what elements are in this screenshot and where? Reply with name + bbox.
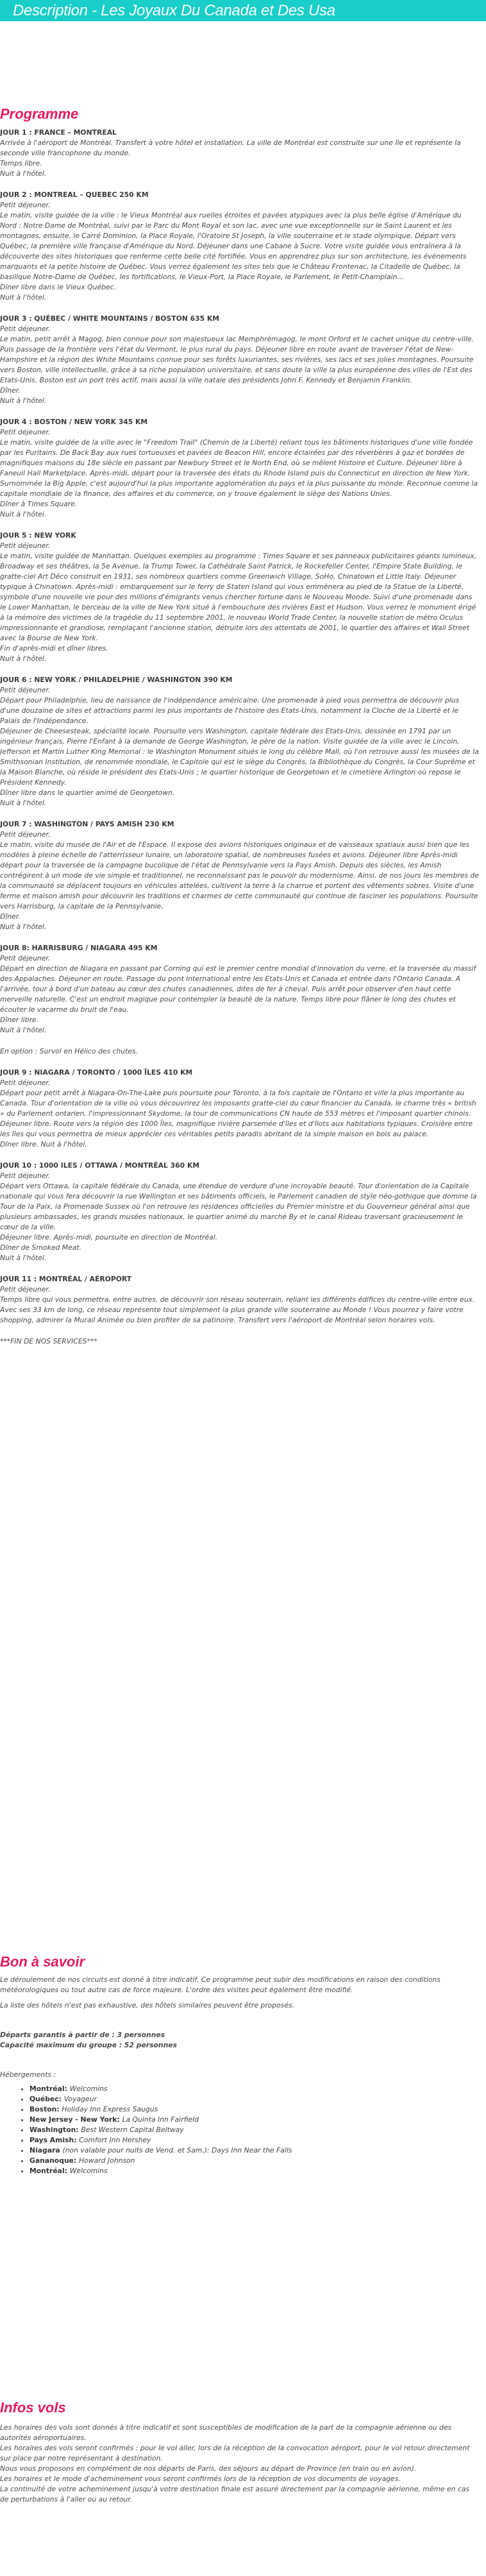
day-line: Nuit à l'hôtel. — [0, 654, 47, 663]
day-block — [0, 531, 480, 664]
day-title: JOUR 10 : 1000 ILES / OTTAWA / MONTRÉAL 360 KM — [0, 1161, 200, 1170]
day-title: JOUR 9 : NIAGARA / TORONTO / 1000 ÎLES 410 KM — [0, 1068, 193, 1077]
day-description — [0, 1046, 480, 1057]
hotel-city: Pays Amish: — [29, 2136, 80, 2144]
day-title: JOUR 6 : NEW YORK / PHILADELPHIE / WASHINGTON 390 KM — [0, 676, 233, 684]
day-block — [0, 943, 480, 1036]
day-line: Temps libre. — [0, 159, 42, 167]
day-block — [0, 819, 480, 932]
day-block — [0, 1274, 480, 1326]
day-title: JOUR 7 : WASHINGTON / PAYS AMISH 230 KM — [0, 820, 174, 828]
day-line: Le matin, visite guidée de la ville avec le "Freedom Trail" (Chemin de la Liberté) reliant tous les bâtiments historiques d'une ville fondée par les Puritains. De Back Bay aux rues tortueuses et pavées de Beacon Hill, encore éclairées par des réverbères à gaz et bordées de magnifiques maisons du 18e siècle en passant par Newbury Street et le North End, où se mêlent Histoire et Culture. Déjeuner libre à Faneuil Hall Marketplace. Après-midi, départ pour la traversée des états du Rhode Island puis du Connecticut en direction de New York. Surnommée la Big Apple, c'est aujourd'hui la plus importante agglomération du pays et la plus puissante du monde. Reconnue comme la capitale mondiale de la finance, des affaires et du commerce, on y trouve également le siège des Nations Unies. — [0, 438, 478, 498]
day-title: JOUR 4 : BOSTON / NEW YORK 345 KM — [0, 418, 148, 426]
day-line: Départ vers Ottawa, la capitale fédérale du Canada, une étendue de verdure d'une incroyable beauté. Tour d'orientation de la Capitale nationale qui vous fera découvrir la rue Wellington et ses bâtiments officiels, le Parlement canadien de style néo-gothique que domine la Tour de la Paix, la Promenade Sussex où l'on retrouve les résidences officielles du Premier ministre et du Gouverneur général ainsi que plusieurs ambassades, les grands musées nationaux, le quartier animé du marché By et le canal Rideau traversant gracieusement le cœur de la ville. — [0, 1182, 477, 1231]
day-description — [0, 1336, 480, 1347]
flight-info-line: Les horaires des vols sont donnés à titre indicatif et sont susceptibles de modification de la part de la compagnie aérienne ou des autorités aéroportuaires. — [0, 2423, 452, 2442]
day-description — [0, 541, 480, 664]
day-line: Le matin, visite guidée de la ville : le Vieux Montréal aux ruelles étroites et pavées atypiques avec la plus belle église d'Amérique du Nord : Notre Dame de Montréal, suivi par le Parc du Mont Royal et son lac, avec une vue exceptionnelle sur le Saint Laurent et les montagnes, ensuite, le Carré Dominion, la Place Royale, l'Oratoire St Joseph, la ville souterraine et le stade olympique. Départ vers Québec, la première ville française d'Amérique du Nord. Déjeuner dans une Cabane à Sucre. Votre visite guidée vous entraînera à la découverte des sites historiques que renferme cette belle cité fortifiée. Vous en apprendrez plus sur son architecture, les événements marquants et la petite histoire de Québec. Vous verrez également les sites tels que le Château Frontenac, la Citadelle de Québec, la basilique Notre-Dame de Québec, les fortifications, le Vieux-Port, la Place Royale, le Parlement, le Petit-Champlain… — [0, 211, 467, 281]
day-line: Dîner. — [0, 912, 21, 921]
day-title: JOUR 3 : QUÉBEC / WHITE MOUNTAINS / BOSTON 635 KM — [0, 314, 219, 323]
infos-vols-heading: Infos vols — [0, 2400, 66, 2416]
day-description — [0, 830, 480, 932]
day-description — [0, 427, 480, 520]
day-description — [0, 200, 480, 303]
day-line: Départ en direction de Niagara en passant par Corning qui est le premier centre mondial d'innovation du verre, et la traversée du massif des Appalaches. Déjeuner en route. Passage du pont international entre les Etats-Unis et Canada et entrée dans l'Ontario Canada. A l'arrivée, tour à bord d'un bateau au cœur des chutes canadiennes, dites de fer à cheval. Puis arrêt pour observer d'en haut cette merveille naturelle. C'est un endroit magique pour contempler la beauté de la nature. Temps libre pour flâner le long des chutes et écouter le vacarme du bruit de l'eau. — [0, 964, 476, 1014]
group-capacity: Capacité maximum du groupe : 52 personnes — [0, 2041, 178, 2049]
day-description — [0, 685, 480, 808]
hotel-name: Welcomins — [69, 2085, 108, 2093]
accommodation-label: Hébergements : — [0, 2070, 56, 2079]
day-line: Le matin, visite du musée de l'Air et de l'Espace. Il expose des avions historiques originaux et de vaisseaux spatiaux aussi bien que les modèles à pleine échelle de l'atterrisseur lunaire, un laboratoire spatial, de nombreuses fusées et avions. Déjeuner libre Après-midi départ pour la traversée de la campagne bucolique de l'état de Pennsylvanie vers la Pays Amish. Depuis des siècles, les Amish contrégirent à un mode de vie simple et traditionnel, ne reconnaissant pas le pouvoir du modernisme. Ainsi, de nos jours les membres de la communauté se déplacent toujours en véhicules attelées, cultivent la terre à la charrue et portent des vêtements sobres. Visite d'une ferme et maison amish pour découvrir les traditions et charmes de cette communauté qui continue de fasciner les populations. Poursuite vers Harrisburg, la capitale de la Pennsylvanie. — [0, 840, 479, 910]
day-line: Petit déjeuner. — [0, 325, 51, 333]
hotel-name: Welcomins — [69, 2167, 108, 2175]
day-line: Départ pour Philadelphie, lieu de naissance de l'indépendance américaine. Une promenade à pied vous permettra de découvrir plus d'une douzaine de sites et attractions parmi les plus importants de l'histoire des Etats-Unis, notamment la Cloche de la Liberté et le Palais de l'Indépendance. — [0, 696, 460, 725]
day-line: Dîner à Times Square. — [0, 500, 78, 508]
hotel-name: (non valable pour nuits de Vend. et Sam.): Days Inn Near the Falls — [62, 2146, 292, 2154]
hotel-city: Montréal: — [29, 2167, 70, 2175]
day-title: JOUR 8: HARRISBURG / NIAGARA 495 KM — [0, 944, 158, 952]
day-line: Le matin, visite guidée de Manhattan. Quelques exemples au programme : Times Square et ses panneaux publicitaires géants lumineux, Broadway et ses théâtres, la 5e Avenue, la Trump Tower, la Cathédrale Saint Patrick, le Rockefeller Center, l'Empire State Building, le gratte-ciel Art Déco construit en 1931, ses nombreux quartiers comme Greenwich Village, SoHo, Chinatown et Little Italy. Déjeuner typique à Chinatown. Après-midi : embarquement sur le ferry de Staten Island qui vous emmènera au pied de la Statue de la Liberté, symbole d'une nouvelle vie pour des millions d'émigrants venus chercher fortune dans le Nouveau Monde. Suivi d'une promenade dans le Lower Manhattan, le berceau de la ville de New York situé à l'embouchure des rivières East et Hudson. Vous verrez le monument érigé à la mémoire des victimes de la tragédie du 11 septembre 2001, le nouveau World Trade Center, la nouvelle station de métro Oculus impressionnante et grandiose, remplaçant l'ancienne station, détruite lors des attentats de 2001, le quartier des affaires et Wall Street avec la Bourse de New York. — [0, 552, 477, 642]
bon-a-savoir-heading: Bon à savoir — [0, 1954, 85, 1970]
day-line: Dîner. — [0, 386, 21, 395]
day-line: En option : Survol en Hélico des chutes. — [0, 1047, 138, 1055]
day-block — [0, 675, 480, 808]
hotel-item — [29, 2166, 480, 2176]
day-line: Dîner libre dans le quartier animé de Georgetown. — [0, 789, 175, 797]
day-line: Petit déjeuner. — [0, 1079, 51, 1087]
day-block — [0, 1336, 480, 1347]
day-line: Déjeuner de Cheesesteak, spécialité locale. Poursuite vers Washington, capitale fédérale des Etats-Unis, dessinée en 1791 par un ingénieur français, Pierre l'Enfant à la demande de George Washington, le père de la nation. Visite guidée de la ville avec le Lincoln, Jefferson et Martin Luther King Memorial : le Washington Monument situés le long du célèbre Mall, où l'on retrouve aussi les musées de la Smithsonian Institution, de renommée mondiale, le Capitole qui est le siège du Congrès, la Bibliothèque du Congrès, la Cour Suprême et la Maison Blanche, où réside le président des Etats-Unis ; le quartier historique de Georgetown et le cimetière Arlington où repose le Président Kennedy. — [0, 727, 479, 787]
bon-a-savoir-section — [0, 1975, 480, 2176]
title-banner — [0, 0, 486, 21]
hotel-city: New Jersey - New York: — [29, 2115, 122, 2124]
day-line: Nuit à l'hôtel. — [0, 293, 47, 302]
day-line: Dîner libre. — [0, 1016, 39, 1024]
day-line: Petit déjeuner. — [0, 542, 51, 550]
day-block — [0, 1161, 480, 1263]
day-description — [0, 1284, 480, 1326]
flight-info-line: Les horaires et le mode d'acheminement vous seront confirmés lors de la réception de vos documents de voyages. — [0, 2475, 401, 2483]
hotel-name: La Quinta Inn Fairfield — [122, 2115, 199, 2124]
hotels-note: La liste des hôtels n'est pas exhaustive, des hôtels similaires peuvent être proposés. — [0, 2001, 295, 2009]
hotel-city: Gananoque: — [29, 2156, 80, 2165]
day-line: Petit déjeuner. — [0, 1172, 51, 1180]
programme-section — [0, 128, 480, 1358]
hotel-item — [29, 2084, 480, 2094]
hotel-city: Boston: — [29, 2105, 62, 2113]
day-line: Petit déjeuner. — [0, 1285, 51, 1293]
day-description — [0, 1078, 480, 1150]
day-line: Arrivée à l'aéroport de Montréal. Transfert à votre hôtel et installation. La ville de Montréal est construite sur une île et représente la seconde ville francophone du monde. — [0, 139, 461, 157]
day-title: JOUR 1 : FRANCE – MONTREAL — [0, 128, 117, 137]
day-line: Le matin, petit arrêt à Magog, bien connue pour son majestueux lac Memphrémagog, le mont Orford et le cachet unique du centre-ville. Puis passage de la frontière vers l'état du Vermont, le plus rural du pays. Déjeuner libre en route avant de traverser l'état de New-Hampshire et la région des White Mountains connue pour ses forêts luxuriantes, ses rivières, ses lacs et ses jolies montagnes. Poursuite vers Boston, ville intellectuelle, grâce à sa riche population universitaire, et sans doute la ville la plus européenne des villes de l'Est des Etats-Unis. Boston est un port très actif, mais aussi la ville natale des présidents John F. Kennedy et Benjamin Franklin. — [0, 335, 474, 384]
day-block — [0, 1068, 480, 1150]
day-title: JOUR 5 : NEW YORK — [0, 531, 76, 540]
day-description — [0, 953, 480, 1036]
flight-info-line: Nous vous proposons en complément de nos départs de Paris, des séjours au départ de Province (en train ou en avion). — [0, 2464, 417, 2473]
hotel-name: Holiday Inn Express Saugus — [62, 2105, 158, 2113]
day-line: Nuit à l'hôtel. — [0, 923, 47, 931]
hotel-item — [29, 2156, 480, 2166]
hotel-name: Howard Johnson — [79, 2156, 135, 2165]
day-line: Nuit à l'hôtel. — [0, 510, 47, 518]
hotel-list — [0, 2084, 480, 2176]
hotel-city: Niagara — [29, 2146, 63, 2154]
hotel-item — [29, 2094, 480, 2104]
day-line: Nuit à l'hôtel. — [0, 799, 47, 807]
day-line: ***FIN DE NOS SERVICES*** — [0, 1337, 97, 1345]
disclaimer-text: Le déroulement de nos circuits est donné à titre indicatif. Ce programme peut subir des modifications en raison des conditions météorologiques ou tout autre cas de force majeure. L'ordre des visites peut également être modifié. — [0, 1975, 440, 1994]
day-line: Petit déjeuner. — [0, 830, 51, 839]
day-line: Nuit à l'hôtel. — [0, 1254, 47, 1262]
hotel-name: Best Western Capital Beltway — [81, 2126, 184, 2134]
hotel-city: Québec: — [29, 2095, 64, 2103]
day-line: Dîner libre. Nuit à l'hôtel. — [0, 1140, 87, 1148]
hotel-name: Voyageur — [63, 2095, 97, 2103]
day-block — [0, 417, 480, 520]
hotel-item — [29, 2104, 480, 2115]
hotel-item — [29, 2145, 480, 2156]
hotel-name: Comfort Inn Hershey — [79, 2136, 151, 2144]
day-line: Dîner libre dans le Vieux Québec. — [0, 283, 117, 291]
day-block — [0, 190, 480, 303]
day-title: JOUR 11 : MONTRÉAL / AÉROPORT — [0, 1275, 132, 1283]
hotel-item — [29, 2125, 480, 2135]
infos-vols-section — [0, 2423, 480, 2505]
flight-info-line: Les horaires des vols seront confirmés : pour le vol aller, lors de la réception de la convocation aéroport, pour le vol retour directement sur place par notre représentant à destination. — [0, 2444, 470, 2462]
day-block — [0, 314, 480, 406]
day-block — [0, 128, 480, 179]
page-title: Description - Les Joyaux Du Canada et Des Usa — [13, 2, 335, 19]
day-line: Départ pour petit arrêt à Niagara-On-The-Lake puis poursuite pour Toronto, à la fois capitale de l'Ontario et ville la plus importante au Canada. Tour d'orientation de la ville où vous découvrirez les imposants gratte-ciel du cœur financier du Canada, le charme très « british » du Parlement ontarien, l'impressionnant Skydome, la tour de communications CN haute de 553 mètres et l'imposant quartier chinois. Déjeuner libre. Route vers la région des 1000 Îles, magnifique rivière parsemée d'îles et d'îlots aux habitations typiques. Croisière entre les îles qui vous permettra de mieux apprécier ces véritables petits paradis abritant de la simple maison en bois au palace. — [0, 1089, 476, 1138]
day-title: JOUR 2 : MONTREAL – QUEBEC 250 KM — [0, 191, 149, 199]
day-line: Petit déjeuner. — [0, 201, 51, 209]
hotel-item — [29, 2115, 480, 2125]
day-block — [0, 1046, 480, 1057]
day-line: Fin d'après-midi et dîner libres. — [0, 644, 108, 653]
day-line: Déjeuner libre. Après-midi, poursuite en direction de Montréal. — [0, 1233, 218, 1241]
day-description — [0, 138, 480, 179]
programme-heading: Programme — [0, 106, 79, 122]
day-line: Dîner de Smoked Meat. — [0, 1243, 81, 1252]
flight-info-line: La continuité de votre acheminement jusqu'à votre destination finale est assuré directement par la compagnie aérienne, même en cas de perturbations à l'aller ou au retour. — [0, 2485, 470, 2503]
departures-guaranteed: Départs garantis à partir de : 3 personnes — [0, 2031, 165, 2039]
hotel-city: Washington: — [29, 2126, 81, 2134]
day-line: Nuit à l'hôtel. — [0, 1026, 47, 1034]
day-line: Petit déjeuner. — [0, 686, 51, 694]
hotel-item — [29, 2135, 480, 2145]
day-description — [0, 1171, 480, 1263]
day-description — [0, 324, 480, 406]
day-line: Nuit à l'hôtel. — [0, 397, 47, 405]
day-line: Nuit à l'hôtel. — [0, 169, 47, 178]
hotel-city: Montréal: — [29, 2085, 70, 2093]
day-line: Petit déjeuner. — [0, 428, 51, 436]
day-line: Temps libre qui vous permettra, entre autres, de découvrir son réseau souterrain, reliant les différents édifices du centre-ville entre eux. Avec ses 33 km de long, ce réseau représente tout simplement la plus grande ville souterraine au Monde ! Vous pourrez y faire votre shopping, admirer la Murail Animée ou bien profiter de sa patinoire. Transfert vers l'aéroport de Montréal selon horaires vols. — [0, 1295, 475, 1324]
day-line: Petit déjeuner. — [0, 954, 51, 962]
